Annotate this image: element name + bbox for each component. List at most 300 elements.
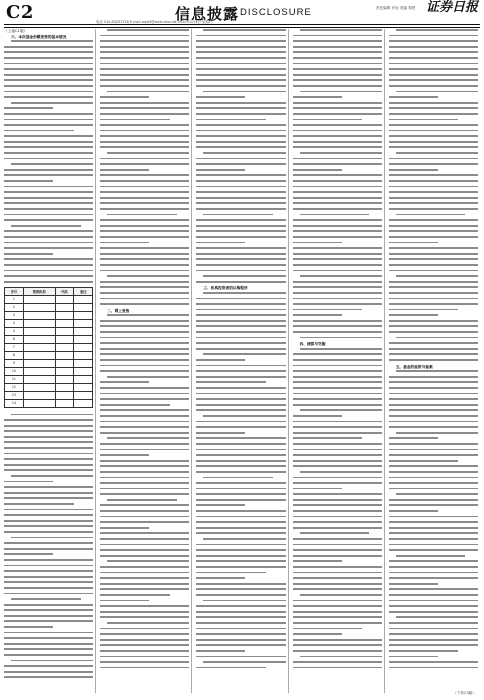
text-line	[196, 258, 285, 260]
table-header-cell: 备注	[74, 287, 93, 295]
table-cell	[55, 375, 74, 383]
text-line	[196, 398, 285, 400]
text-line	[203, 353, 285, 355]
text-line	[203, 152, 285, 154]
text-line	[293, 560, 342, 562]
column-1	[4, 29, 96, 693]
text-line	[293, 57, 382, 59]
table-cell: 8	[5, 351, 24, 359]
text-line	[389, 639, 478, 641]
text-line	[100, 521, 189, 523]
text-line	[4, 51, 93, 53]
text-line	[389, 186, 478, 188]
text-line	[196, 225, 285, 227]
text-line	[293, 286, 382, 288]
text-line	[196, 113, 285, 115]
table-header-cell: 序号	[5, 287, 24, 295]
text-line	[293, 186, 382, 188]
text-line	[300, 214, 370, 216]
table-row	[5, 367, 93, 375]
table-cell	[74, 327, 93, 335]
text-line	[196, 421, 285, 423]
text-line	[100, 588, 189, 590]
table-cell	[74, 295, 93, 303]
table-row	[5, 343, 93, 351]
text-line	[196, 57, 285, 59]
table-row	[5, 383, 93, 391]
text-line	[100, 197, 189, 199]
text-line	[196, 74, 285, 76]
text-line	[389, 527, 478, 529]
text-line	[389, 74, 478, 76]
text-line	[389, 628, 478, 630]
text-line	[11, 102, 93, 104]
text-line	[389, 583, 438, 585]
text-line	[100, 611, 189, 613]
text-line	[4, 68, 93, 70]
text-line	[196, 253, 285, 255]
text-line	[100, 409, 189, 411]
text-line	[389, 600, 478, 602]
text-line	[100, 583, 189, 585]
text-line	[293, 460, 382, 462]
article-text-block	[293, 348, 382, 669]
article-text-block	[389, 29, 478, 361]
text-line	[107, 314, 189, 316]
text-line	[293, 432, 382, 434]
text-line	[196, 102, 285, 104]
text-line	[4, 425, 93, 427]
text-line	[293, 605, 382, 607]
text-line	[100, 219, 189, 221]
text-line	[293, 404, 382, 406]
text-line	[293, 208, 382, 210]
table-cell	[23, 319, 55, 327]
text-line	[293, 163, 382, 165]
text-line	[100, 527, 149, 529]
text-line	[389, 454, 478, 456]
text-line	[293, 219, 382, 221]
text-line	[389, 51, 478, 53]
text-line	[4, 63, 93, 65]
sales-agency-table	[4, 287, 93, 408]
text-line	[11, 660, 93, 662]
text-line	[196, 314, 285, 316]
text-line	[293, 247, 382, 249]
text-line	[293, 398, 382, 400]
text-line	[196, 119, 266, 121]
text-line	[196, 46, 285, 48]
text-line	[389, 393, 478, 395]
text-line	[396, 91, 478, 93]
text-line	[4, 197, 93, 199]
text-line	[107, 622, 189, 624]
text-line	[389, 594, 478, 596]
text-line	[100, 370, 189, 372]
text-line	[100, 460, 189, 462]
text-line	[100, 298, 189, 300]
text-line	[293, 566, 382, 568]
text-line	[389, 46, 478, 48]
text-line	[100, 286, 189, 288]
text-line	[300, 532, 370, 534]
column-heading: 四、清算与交割	[299, 342, 326, 347]
text-line	[196, 325, 285, 327]
text-line	[100, 415, 189, 417]
text-line	[389, 146, 478, 148]
text-line	[293, 174, 382, 176]
editor-credits: 责任编辑 肖岩 美编 郑楚	[376, 6, 416, 10]
column-heading: 二、网上发售	[107, 308, 130, 313]
text-line	[389, 63, 478, 65]
text-line	[389, 303, 478, 305]
column-2	[100, 29, 192, 693]
text-line	[4, 576, 93, 578]
text-line	[196, 566, 285, 568]
text-line	[196, 107, 285, 109]
text-line	[293, 538, 382, 540]
text-line	[293, 236, 382, 238]
text-line	[293, 113, 382, 115]
table-cell: 9	[5, 359, 24, 367]
text-line	[196, 208, 285, 210]
table-cell	[74, 303, 93, 311]
text-line	[293, 516, 382, 518]
text-line	[389, 57, 478, 59]
text-line	[4, 419, 93, 421]
text-line	[4, 469, 93, 471]
text-line	[196, 454, 285, 456]
table-cell	[23, 303, 55, 311]
column-4	[293, 29, 385, 693]
text-line	[4, 509, 93, 511]
text-line	[293, 370, 382, 372]
text-line	[4, 615, 93, 617]
text-line	[4, 247, 93, 249]
text-line	[389, 331, 478, 333]
text-line	[196, 135, 285, 137]
text-line	[100, 146, 189, 148]
text-line	[293, 393, 382, 395]
text-line	[196, 504, 245, 506]
text-line	[100, 538, 189, 540]
text-line	[293, 583, 382, 585]
text-line	[4, 107, 53, 109]
table-cell: 3	[5, 311, 24, 319]
text-line	[4, 242, 93, 244]
text-line	[100, 74, 189, 76]
text-line	[300, 91, 382, 93]
text-line	[100, 258, 189, 260]
text-line	[100, 208, 189, 210]
text-line	[4, 130, 74, 132]
text-line	[389, 488, 478, 490]
text-line	[196, 667, 266, 669]
text-line	[389, 661, 478, 663]
text-line	[293, 359, 382, 361]
text-line	[293, 51, 382, 53]
text-line	[196, 180, 285, 182]
text-line	[4, 665, 93, 667]
column-3	[196, 29, 288, 693]
text-line	[100, 96, 149, 98]
text-line	[4, 559, 93, 561]
text-line	[4, 676, 93, 678]
page-header	[0, 0, 484, 26]
text-line	[389, 79, 478, 81]
text-line	[389, 449, 478, 451]
text-line	[100, 331, 189, 333]
text-line	[300, 275, 382, 277]
text-line	[4, 520, 93, 522]
text-line	[293, 225, 382, 227]
text-line	[389, 292, 478, 294]
text-line	[4, 548, 93, 550]
text-line	[196, 521, 285, 523]
text-line	[100, 482, 189, 484]
text-line	[196, 471, 285, 473]
text-line	[100, 398, 189, 400]
table-row	[5, 327, 93, 335]
text-line	[196, 583, 285, 585]
text-line	[293, 331, 382, 333]
text-line	[196, 365, 285, 367]
text-line	[389, 376, 478, 378]
text-line	[100, 661, 189, 663]
article-text-block	[100, 29, 189, 305]
text-line	[196, 146, 285, 148]
text-line	[196, 242, 245, 244]
text-line	[100, 85, 189, 87]
text-line	[100, 242, 149, 244]
text-line	[100, 130, 189, 132]
text-line	[293, 488, 342, 490]
text-line	[396, 616, 478, 618]
text-line	[196, 359, 245, 361]
text-line	[293, 258, 382, 260]
table-cell	[74, 399, 93, 407]
text-line	[100, 421, 189, 423]
text-line	[4, 453, 93, 455]
text-line	[100, 650, 189, 652]
text-line	[4, 275, 93, 277]
table-cell	[23, 351, 55, 359]
text-line	[100, 186, 189, 188]
header-rule	[4, 24, 480, 25]
text-line	[100, 404, 170, 406]
table-cell	[55, 383, 74, 391]
table-cell: 10	[5, 367, 24, 375]
text-line	[293, 146, 382, 148]
text-line	[389, 342, 478, 344]
text-line	[293, 85, 382, 87]
text-line	[293, 135, 382, 137]
text-line	[293, 421, 382, 423]
header-meta: 电话 010-83251716 E-mail zqrb9@zqrb.sina.net 2020年1月4日 星期六	[96, 20, 213, 24]
text-line	[196, 169, 245, 171]
table-row	[5, 319, 93, 327]
text-line	[293, 281, 382, 283]
text-line	[293, 577, 382, 579]
text-line	[107, 437, 189, 439]
text-line	[196, 560, 285, 562]
text-line	[389, 348, 478, 350]
text-line	[293, 197, 382, 199]
text-line	[389, 40, 478, 42]
text-line	[100, 348, 189, 350]
text-line	[293, 616, 382, 618]
text-line	[100, 532, 189, 534]
text-line	[389, 230, 478, 232]
text-line	[100, 63, 189, 65]
text-line	[4, 202, 93, 204]
text-line	[196, 51, 285, 53]
text-line	[196, 35, 285, 37]
table-cell	[74, 367, 93, 375]
text-line	[389, 605, 478, 607]
text-line	[4, 79, 93, 81]
text-line	[196, 639, 285, 641]
text-line	[4, 169, 93, 171]
table-cell	[74, 383, 93, 391]
text-line	[196, 404, 285, 406]
text-line	[293, 504, 382, 506]
text-line	[100, 230, 189, 232]
text-line	[196, 342, 285, 344]
text-line	[389, 298, 478, 300]
text-line	[4, 174, 93, 176]
text-line	[293, 158, 382, 160]
text-line	[100, 667, 189, 669]
text-line	[203, 661, 285, 663]
text-line	[389, 471, 478, 473]
text-line	[389, 421, 478, 423]
text-line	[11, 163, 93, 165]
table-cell	[74, 351, 93, 359]
text-line	[196, 63, 285, 65]
text-line	[196, 465, 285, 467]
table-cell	[23, 327, 55, 335]
text-line	[100, 68, 189, 70]
text-line	[396, 432, 478, 434]
table-cell: 2	[5, 303, 24, 311]
text-line	[100, 124, 189, 126]
text-line	[196, 197, 285, 199]
text-line	[100, 107, 189, 109]
text-line	[4, 119, 93, 121]
text-line	[293, 264, 382, 266]
text-line	[389, 426, 478, 428]
text-line	[11, 225, 81, 227]
text-line	[293, 600, 382, 602]
text-line	[107, 376, 189, 378]
text-line	[4, 570, 93, 572]
table-cell	[55, 303, 74, 311]
text-line	[389, 387, 478, 389]
text-line	[4, 258, 93, 260]
table-cell	[23, 295, 55, 303]
text-line	[100, 477, 189, 479]
text-line	[100, 46, 189, 48]
text-line	[4, 542, 93, 544]
text-line	[300, 594, 382, 596]
text-line	[4, 441, 93, 443]
text-line	[100, 174, 189, 176]
text-line	[293, 667, 382, 669]
page-code: C2	[6, 2, 34, 23]
text-line	[389, 404, 478, 406]
text-line	[389, 96, 438, 98]
text-line	[389, 68, 478, 70]
text-line	[196, 130, 285, 132]
text-line	[196, 650, 245, 652]
text-line	[100, 432, 189, 434]
text-line	[4, 604, 93, 606]
table-row	[5, 311, 93, 319]
text-line	[196, 141, 285, 143]
text-line	[4, 113, 93, 115]
text-line	[293, 437, 363, 439]
text-line	[107, 560, 189, 562]
text-line	[100, 381, 149, 383]
text-line	[389, 510, 438, 512]
text-line	[196, 236, 285, 238]
text-line	[4, 671, 93, 673]
text-line	[4, 96, 93, 98]
table-cell	[55, 391, 74, 399]
text-line	[4, 609, 93, 611]
text-line	[100, 292, 189, 294]
text-line	[389, 314, 438, 316]
text-line	[100, 577, 189, 579]
text-line	[100, 600, 149, 602]
text-line	[293, 191, 382, 193]
text-line	[389, 544, 478, 546]
text-line	[196, 270, 285, 272]
text-line	[196, 432, 245, 434]
text-line	[203, 292, 285, 294]
text-line	[100, 113, 189, 115]
text-line	[293, 549, 382, 551]
text-line	[4, 152, 93, 154]
text-line	[100, 57, 189, 59]
table-cell	[74, 375, 93, 383]
text-line	[4, 587, 93, 589]
table-cell	[23, 399, 55, 407]
text-line	[100, 471, 189, 473]
text-line	[100, 281, 189, 283]
text-line	[196, 376, 285, 378]
text-line	[196, 628, 285, 630]
text-line	[196, 230, 285, 232]
text-line	[389, 611, 478, 613]
table-cell	[55, 343, 74, 351]
text-line	[4, 135, 93, 137]
text-line	[100, 163, 189, 165]
text-line	[293, 365, 382, 367]
table-cell	[55, 295, 74, 303]
text-line	[293, 303, 382, 305]
table-cell	[23, 383, 55, 391]
text-line	[389, 281, 478, 283]
text-line	[4, 581, 93, 583]
table-cell: 13	[5, 391, 24, 399]
text-line	[196, 124, 285, 126]
text-line	[196, 493, 285, 495]
text-line	[389, 169, 438, 171]
text-line	[389, 197, 478, 199]
text-line	[196, 264, 285, 266]
